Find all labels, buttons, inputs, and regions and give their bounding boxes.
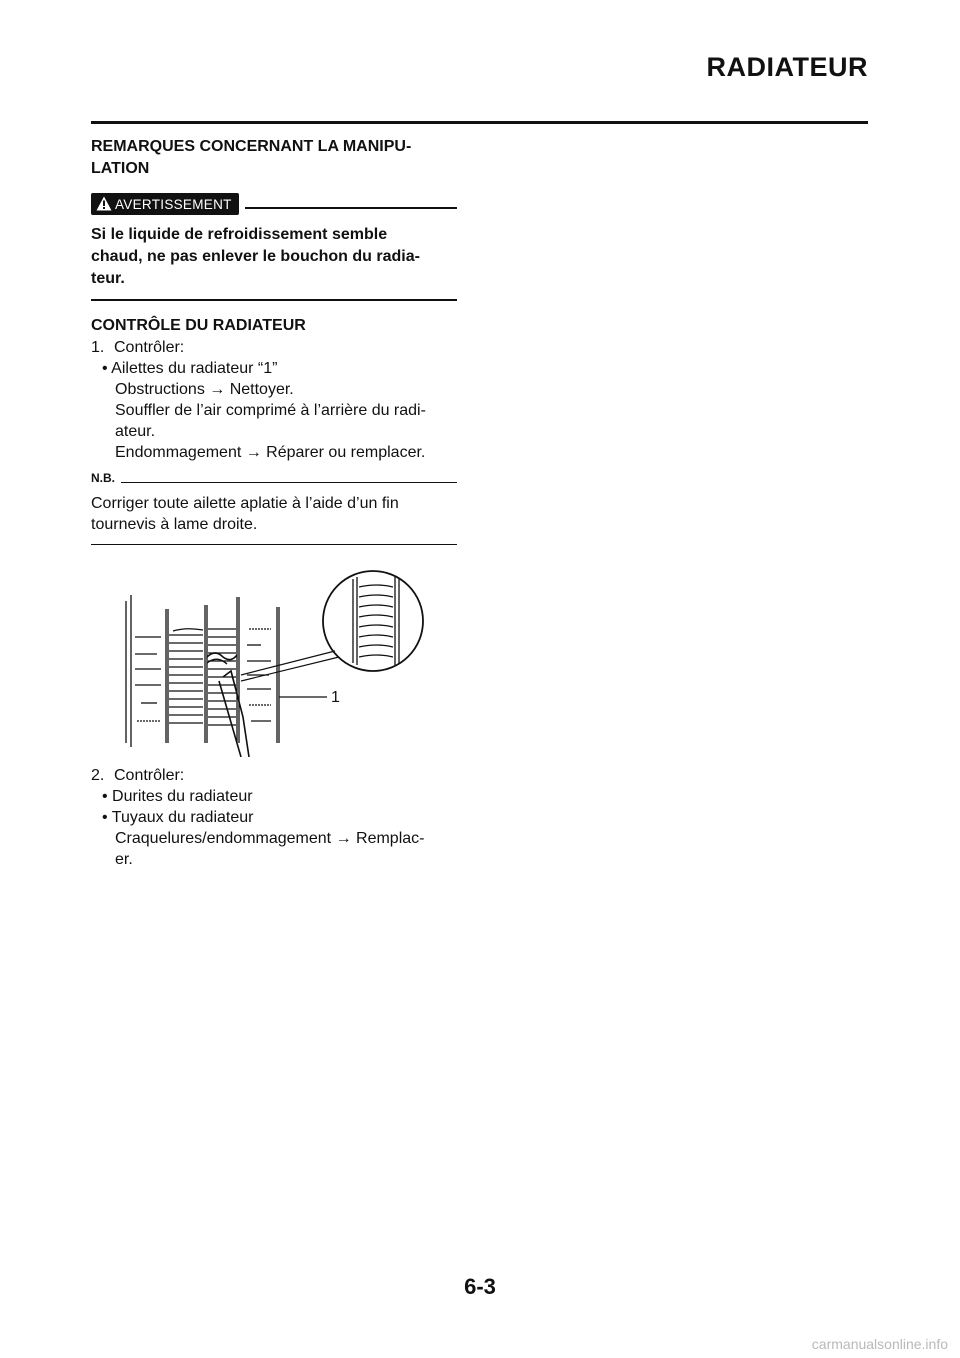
step-2	[91, 765, 457, 786]
header-rule	[91, 121, 868, 124]
warning-icon	[96, 196, 112, 211]
handling-heading-line2: LATION	[91, 160, 150, 177]
left-column	[91, 136, 457, 870]
note-text	[91, 493, 457, 535]
radiator-fin-illustration	[91, 557, 457, 757]
warning-line: teur.	[91, 270, 125, 287]
note-header	[91, 471, 457, 485]
step-1	[91, 337, 457, 358]
note-end-rule	[91, 544, 457, 545]
page-number: 6-3	[464, 1274, 496, 1299]
step-2-line: Craquelures/endommagement → Remplac-	[115, 830, 425, 847]
step-1-bullet: • Ailettes du radiateur “1”	[102, 360, 278, 377]
note-label: N.B.	[91, 471, 115, 485]
handling-heading	[91, 136, 457, 180]
step-2-line: er.	[115, 851, 133, 868]
step-1-line: ateur.	[115, 423, 156, 440]
warning-header-line	[245, 207, 457, 209]
step-number: 2.	[91, 767, 105, 784]
step-2-bullet: • Durites du radiateur	[102, 788, 253, 805]
figure-callout: 1	[331, 689, 340, 706]
warning-line: chaud, ne pas enlever le bouchon du radia-	[91, 248, 420, 265]
warning-header	[91, 192, 457, 216]
step-number: 1.	[91, 339, 105, 356]
note-line: tournevis à lame droite.	[91, 516, 258, 533]
step-1-line: Endommagement → Réparer ou remplacer.	[115, 444, 426, 461]
warning-end-rule	[91, 299, 457, 301]
warning-label: AVERTISSEMENT	[115, 196, 232, 212]
warning-text	[91, 224, 457, 290]
warning-badge	[91, 193, 239, 215]
page-title: RADIATEUR	[706, 52, 868, 82]
step-1-line: Obstructions → Nettoyer.	[115, 381, 294, 398]
note-header-line	[121, 482, 457, 483]
watermark: carmanualsonline.info	[811, 1336, 948, 1352]
warning-line: Si le liquide de refroidissement semble	[91, 226, 388, 243]
step-label: Contrôler:	[114, 339, 185, 356]
inspection-heading: CONTRÔLE DU RADIATEUR	[91, 317, 306, 334]
step-2-bullet: • Tuyaux du radiateur	[102, 809, 254, 826]
step-label: Contrôler:	[114, 767, 185, 784]
step-1-line: Souffler de l’air comprimé à l’arrière du radi-	[115, 402, 426, 419]
note-line: Corriger toute ailette aplatie à l’aide d’un fin	[91, 495, 399, 512]
handling-heading-line1: REMARQUES CONCERNANT LA MANIPU-	[91, 138, 412, 155]
